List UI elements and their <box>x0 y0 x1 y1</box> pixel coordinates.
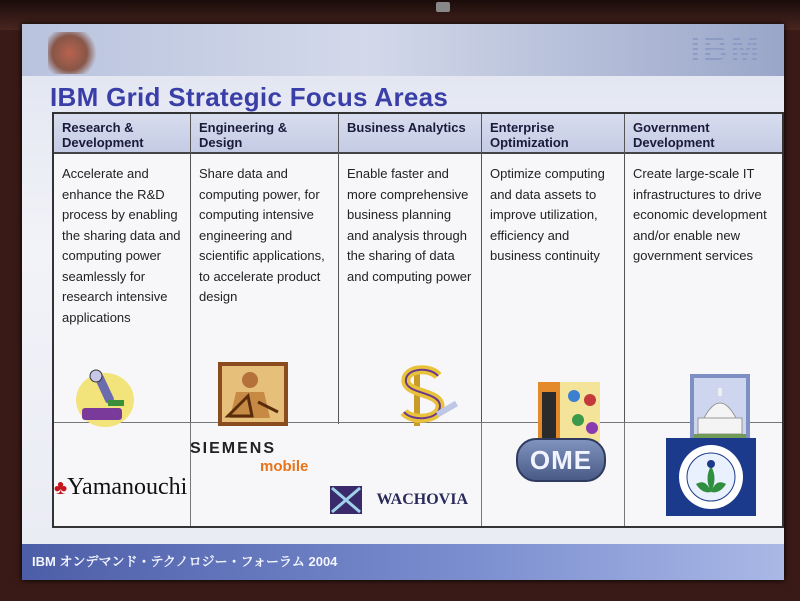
siemens-logo-mobile: mobile <box>260 458 309 475</box>
column-header-government: Government Development <box>625 114 782 154</box>
column-body-engineering: Share data and computing power, for computing intensive engineering and scientific applications, to accelerate product design <box>199 166 325 304</box>
wachovia-logo <box>330 486 530 516</box>
column-body-enterprise: Optimize computing and data assets to improve utilization, efficiency and business continuity <box>490 166 605 263</box>
column-header-enterprise: Enterprise Optimization <box>482 114 624 154</box>
logo-row-divider <box>190 422 191 526</box>
epa-logo <box>666 438 756 516</box>
microscope-icon <box>74 364 136 428</box>
logo-row-divider <box>624 422 625 526</box>
yamanouchi-logo-text: Yamanouchi <box>67 474 188 500</box>
network-people-icon <box>538 382 600 442</box>
wachovia-logo-text: WACHOVIA <box>376 491 469 508</box>
wachovia-mark-icon <box>330 486 362 514</box>
presentation-slide <box>22 24 784 580</box>
column-divider <box>481 114 482 424</box>
ibm-logo: IBM <box>690 30 762 68</box>
epa-seal-icon <box>666 438 756 516</box>
header-figure-image <box>48 32 102 74</box>
slide-title: IBM Grid Strategic Focus Areas <box>50 82 449 112</box>
column-divider <box>338 114 339 424</box>
focus-areas-table <box>52 112 784 528</box>
column-divider <box>190 114 191 424</box>
engineer-icon <box>218 362 288 426</box>
column-divider <box>624 114 625 424</box>
siemens-logo-top: SIEMENS <box>190 440 277 457</box>
ceiling-fixture <box>436 2 450 12</box>
column-header-research: Research & Development <box>54 114 190 154</box>
yamanouchi-logo <box>54 474 187 501</box>
column-header-engineering: Engineering & Design <box>191 114 338 154</box>
column-body-research: Accelerate and enhance the R&D process by enabling the sharing data and computing power seamlessly for research intensive applications <box>62 166 181 325</box>
column-body-government: Create large-scale IT infrastructures to drive economic development and/or enable new government services <box>633 166 767 263</box>
dollar-sign-icon <box>390 360 462 430</box>
column-body-business: Enable faster and more comprehensive business planning and analysis through the sharing of data and computing power <box>347 166 472 284</box>
column-header-business: Business Analytics <box>339 114 481 154</box>
ome-logo: OME <box>516 438 606 482</box>
slide-header-band <box>22 24 784 76</box>
slide-footer: IBM オンデマンド・テクノロジー・フォーラム 2004 <box>22 544 784 580</box>
capitol-icon <box>690 374 750 446</box>
yamanouchi-mark-icon: ♣ <box>54 477 68 499</box>
